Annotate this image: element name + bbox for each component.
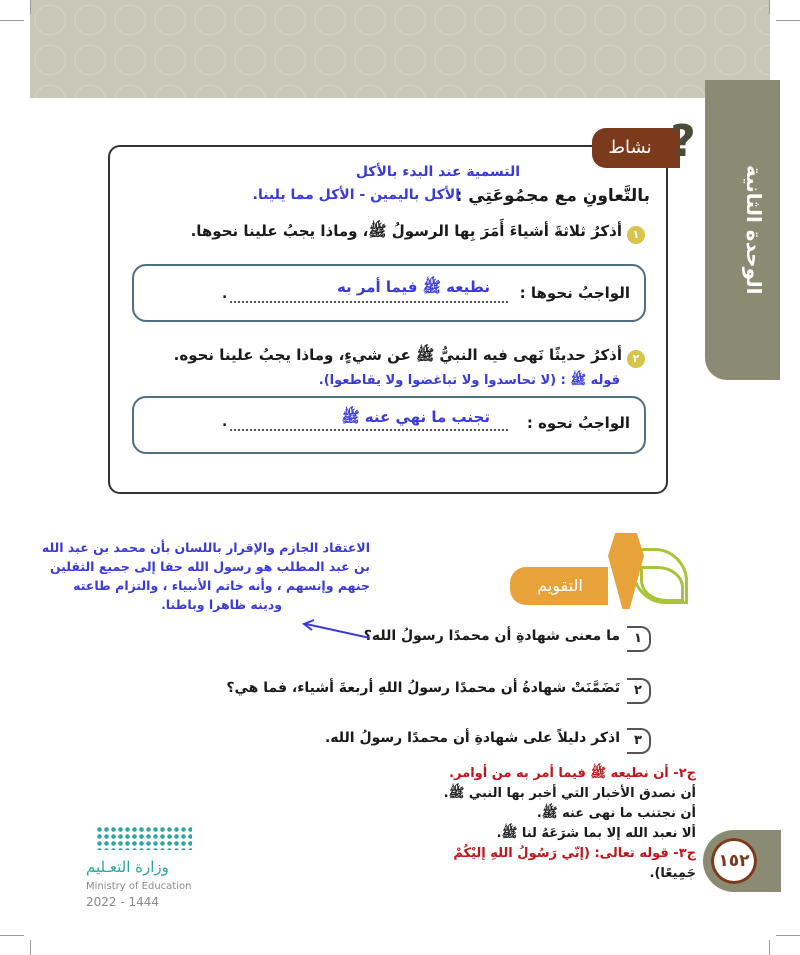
handwritten-answers [410,764,696,884]
unit-title: الوحدة الثانية [742,165,766,295]
crop-mark [0,935,24,936]
crop-mark [0,20,24,21]
definition-line: الاعتقاد الجازم والإقرار باللسان بأن محمد بن عبد الله [41,540,370,555]
definition-line: ودينه ظاهرا وباطنا. [161,597,282,612]
ministry-year: 2022 - 1444 [86,895,160,909]
q2-answer-text: تجنب ما نهي عنه ﷺ [341,408,490,426]
q2-answer-end: . [222,414,228,430]
q1-answer-line [230,300,508,303]
eval-q2-number: ٢ [627,678,651,704]
answer-line: ألا نعبد الله إلا بما شرَعَهُ لنا ﷺ. [496,826,696,841]
eval-q1-number: ١ [627,626,651,652]
page-number: ١٥٢ [711,838,757,884]
handwritten-definition [30,538,370,614]
q2-number-badge: ٢ [627,350,645,368]
q2-answer-label: الواجبُ نحوه : [526,414,630,432]
activity-q1-text: أذكرُ ثلاثةَ أشياءَ أَمَرَ بِها الرسولُ ﷺ، وماذا يجبُ علينا نحوها. [190,222,622,240]
definition-line: بن عبد المطلب هو رسول الله حقا إلى جميع الثقلين [49,559,370,574]
answer-line: ج٣- قوله تعالى: (إنّي رَسُولُ اللهِ إليْكُمْ [453,846,696,861]
answer-line: أن نجتنب ما نهى عنه ﷺ. [536,806,696,821]
crop-mark [30,0,31,14]
activity-label: نشاط [608,137,652,158]
answer-line: أن نصدق الأخبار التي أخبر بها النبي ﷺ. [443,786,696,801]
crop-mark [30,940,31,955]
activity-q2-hadith: قوله ﷺ : (لا تحاسدوا ولا تباغضوا ولا يقاطعوا). [318,373,620,388]
eval-q3-text: اذكر دليلاً على شهادةِ أن محمدًا رسولُ الله. [324,730,620,746]
arrow-icon [300,618,372,642]
handwritten-topic: التسمية عند البدء بالأكل [355,164,520,180]
q1-answer-text: نطيعه ﷺ فيما أمر به [336,278,490,296]
definition-line: جنهم وإنسهم ، وأنه خاتم الأنبياء ، والتزام طاعته [73,578,370,593]
ministry-name-english: Ministry of Education [86,881,192,892]
eval-q3-number: ٣ [627,728,651,754]
crop-mark [769,940,770,955]
activity-intro-answer: الأكل باليمين - الأكل مما يلينا. [252,187,460,203]
pen-icon [608,533,644,609]
ministry-logo-icon [96,826,192,850]
activity-q2-text: أذكرُ حديثًا نَهى فيه النبيُّ ﷺ عن شيءٍ، وماذا يجبُ علينا نحوه. [173,346,622,364]
activity-intro: بالتَّعاونِ مع مجمُوعَتِي : [455,186,650,206]
question-mark-icon: ? [670,116,696,167]
crop-mark [776,935,800,936]
q1-answer-end: . [222,286,228,302]
answer-line: جَمِيعًا). [649,866,696,881]
top-banner-pattern [30,0,770,98]
eval-q2-text: تَضَمَّنَتْ شهادةُ أن محمدًا رسولُ اللهِ أربعةَ أشياء، فما هي؟ [226,680,620,696]
evaluation-label: التقويم [537,576,583,595]
crop-mark [769,0,770,14]
ministry-name-arabic: وزارة التعـليم [86,858,169,876]
answer-line: ج٢- أن نطيعه ﷺ فيما أمر به من أوامر. [449,766,696,781]
eval-q1-text: ما معنى شهادةِ أن محمدًا رسولُ الله؟ [363,628,620,644]
q1-answer-label: الواجبُ نحوها : [519,284,630,302]
crop-mark [776,20,800,21]
q1-number-badge: ١ [627,226,645,244]
